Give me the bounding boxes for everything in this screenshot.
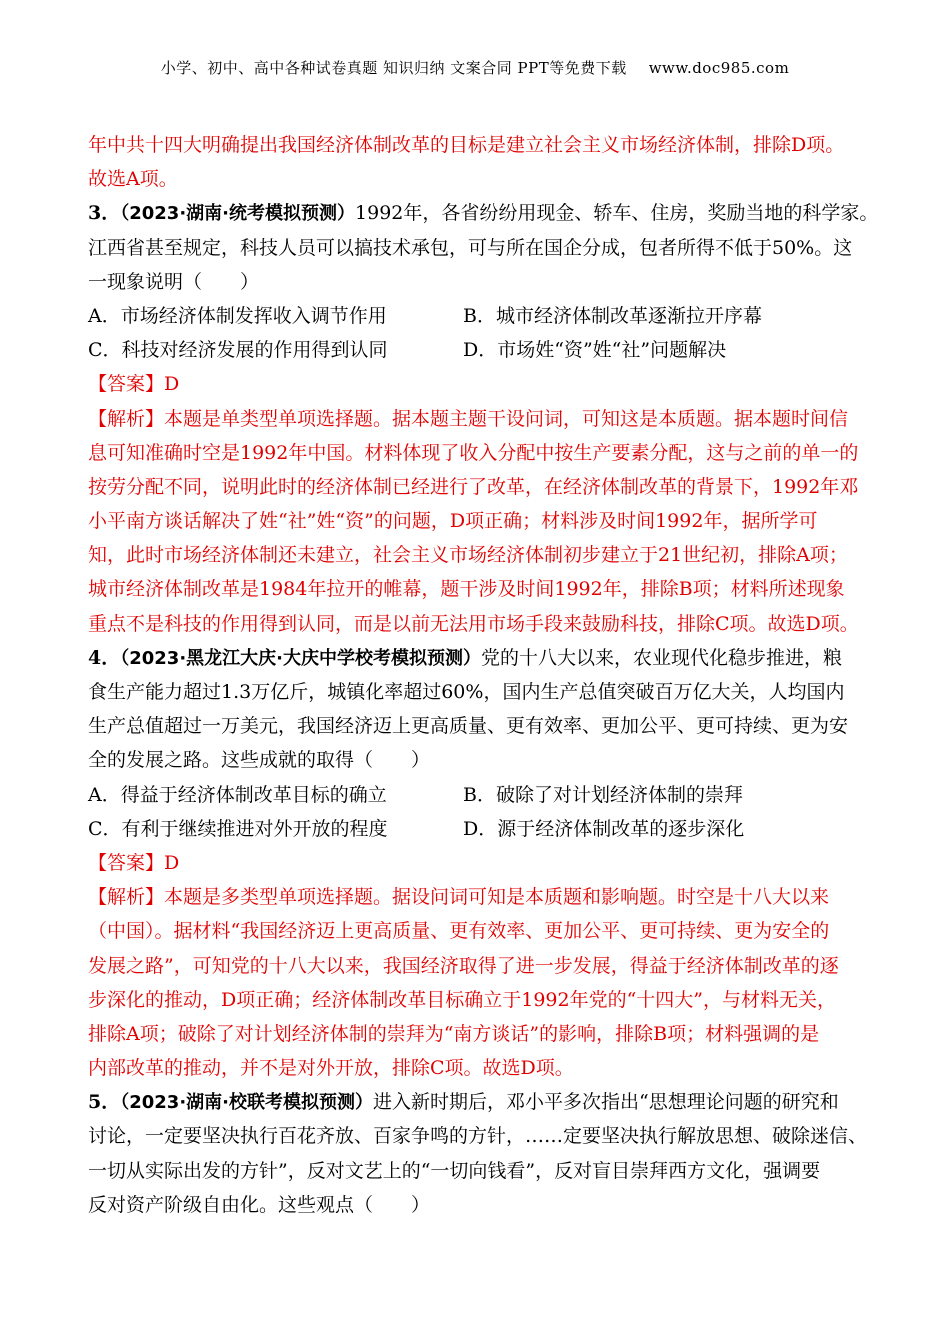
option-c[interactable]: C．有利于继续推进对外开放的程度 bbox=[88, 817, 388, 840]
question-stem-text: 进入新时期后，邓小平多次指出“思想理论问题的研究和 bbox=[373, 1091, 839, 1114]
page-header bbox=[0, 57, 950, 78]
analysis-line: 内部改革的推动，并不是对外开放，排除C项。故选D项。 bbox=[88, 1057, 574, 1080]
document-body bbox=[88, 128, 879, 1222]
question-source: （2023·黑龙江大庆·大庆中学校考模拟预测） bbox=[120, 647, 482, 669]
analysis-line: 重点不是科技的作用得到认同，而是以前无法用市场手段来鼓励科技，排除C项。故选D项。 bbox=[88, 612, 859, 635]
analysis-line: 息可知准确时空是1992年中国。材料体现了收入分配中按生产要素分配，这与之前的单一的 bbox=[88, 441, 859, 464]
options-row bbox=[88, 333, 873, 367]
question-stem-line: 全的发展之路。这些成就的取得（ ） bbox=[88, 749, 431, 772]
analysis-line: 步深化的推动，D项正确；经济体制改革目标确立于1992年党的“十四大”，与材料无关， bbox=[88, 988, 837, 1011]
option-b[interactable]: B．城市经济体制改革逐渐拉开序幕 bbox=[463, 304, 762, 327]
options-row bbox=[88, 778, 873, 812]
option-d[interactable]: D．源于经济体制改革的逐步深化 bbox=[463, 817, 745, 840]
option-a[interactable]: A．市场经济体制发挥收入调节作用 bbox=[88, 304, 387, 327]
option-a[interactable]: A．得益于经济体制改革目标的确立 bbox=[88, 783, 387, 806]
question-source: （2023·湖南·统考模拟预测） bbox=[120, 203, 356, 225]
prev-analysis-line: 年中共十四大明确提出我国经济体制改革的目标是建立社会主义市场经济体制，排除D项。 bbox=[88, 134, 845, 156]
header-text: 小学、初中、高中各种试卷真题 知识归纳 文案合同 PPT等免费下载 bbox=[160, 59, 627, 77]
analysis-line: 按劳分配不同，说明此时的经济体制已经进行了改革，在经济体制改革的背景下，1992年邓 bbox=[88, 475, 859, 498]
options-row bbox=[88, 812, 873, 846]
question-3 bbox=[88, 196, 879, 640]
question-stem-line bbox=[88, 196, 879, 230]
question-number: 3． bbox=[88, 202, 121, 225]
analysis-line: 知，此时市场经济体制还未建立，社会主义市场经济体制初步建立于21世纪初，排除A项； bbox=[88, 544, 848, 567]
question-stem-line: 江西省甚至规定，科技人员可以搞技术承包，可与所在国企分成，包者所得不低于50%。这 bbox=[88, 236, 853, 259]
analysis-line: 【解析】本题是单类型单项选择题。据本题主题干设问词，可知这是本质题。据本题时间信 bbox=[88, 407, 849, 430]
question-stem-line: 生产总值超过一万美元，我国经济迈上更高质量、更有效率、更加公平、更可持续、更为安 bbox=[88, 715, 849, 738]
option-b[interactable]: B．破除了对计划经济体制的崇拜 bbox=[463, 783, 743, 806]
question-5 bbox=[88, 1085, 873, 1222]
question-stem-text: 1992年，各省纷纷用现金、轿车、住房，奖励当地的科学家。 bbox=[355, 202, 879, 225]
option-c[interactable]: C．科技对经济发展的作用得到认同 bbox=[88, 339, 388, 362]
question-stem-text: 党的十八大以来，农业现代化稳步推进，粮 bbox=[481, 646, 843, 669]
question-4 bbox=[88, 641, 873, 1085]
answer: 【答案】D bbox=[88, 373, 180, 396]
answer: 【答案】D bbox=[88, 851, 180, 874]
analysis-line: 小平南方谈话解决了姓“社”姓“资”的问题，D项正确；材料涉及时间1992年，据所学可 bbox=[88, 510, 818, 533]
question-stem-line: 讨论，一定要坚决执行百花齐放、百家争鸣的方针，……定要坚决执行解放思想、破除迷信、 bbox=[88, 1125, 868, 1148]
analysis-line: 城市经济体制改革是1984年拉开的帷幕，题干涉及时间1992年，排除B项；材料所述现象 bbox=[88, 578, 845, 601]
question-stem-line bbox=[88, 641, 873, 675]
option-d[interactable]: D．市场姓“资”姓“社”问题解决 bbox=[463, 339, 727, 362]
question-stem-line: 一切从实际出发的方针”，反对文艺上的“一切向钱看”，反对盲目崇拜西方文化，强调要 bbox=[88, 1159, 821, 1182]
analysis-line: 【解析】本题是多类型单项选择题。据设问词可知是本质题和影响题。时空是十八大以来 bbox=[88, 886, 830, 909]
analysis-line: 发展之路”，可知党的十八大以来，我国经济取得了进一步发展，得益于经济体制改革的逐 bbox=[88, 954, 839, 977]
prev-analysis-line: 故选A项。 bbox=[88, 168, 178, 191]
question-stem-line: 反对资产阶级自由化。这些观点（ ） bbox=[88, 1193, 431, 1216]
header-url[interactable]: www.doc985.com bbox=[648, 59, 790, 77]
options-row bbox=[88, 299, 873, 333]
analysis-line: 排除A项；破除了对计划经济体制的崇拜为“南方谈话”的影响，排除B项；材料强调的是 bbox=[88, 1022, 820, 1045]
question-number: 5． bbox=[88, 1091, 121, 1114]
question-source: （2023·湖南·校联考模拟预测） bbox=[120, 1092, 374, 1114]
question-stem-line: 食生产能力超过1.3万亿斤，城镇化率超过60%，国内生产总值突破百万亿大关，人均国内 bbox=[88, 681, 845, 703]
analysis-line: （中国）。据材料“我国经济迈上更高质量、更有效率、更加公平、更可持续、更为安全的 bbox=[88, 920, 830, 943]
question-number: 4． bbox=[88, 646, 121, 669]
question-stem-line bbox=[88, 1085, 873, 1119]
question-stem-line: 一现象说明（ ） bbox=[88, 270, 260, 293]
